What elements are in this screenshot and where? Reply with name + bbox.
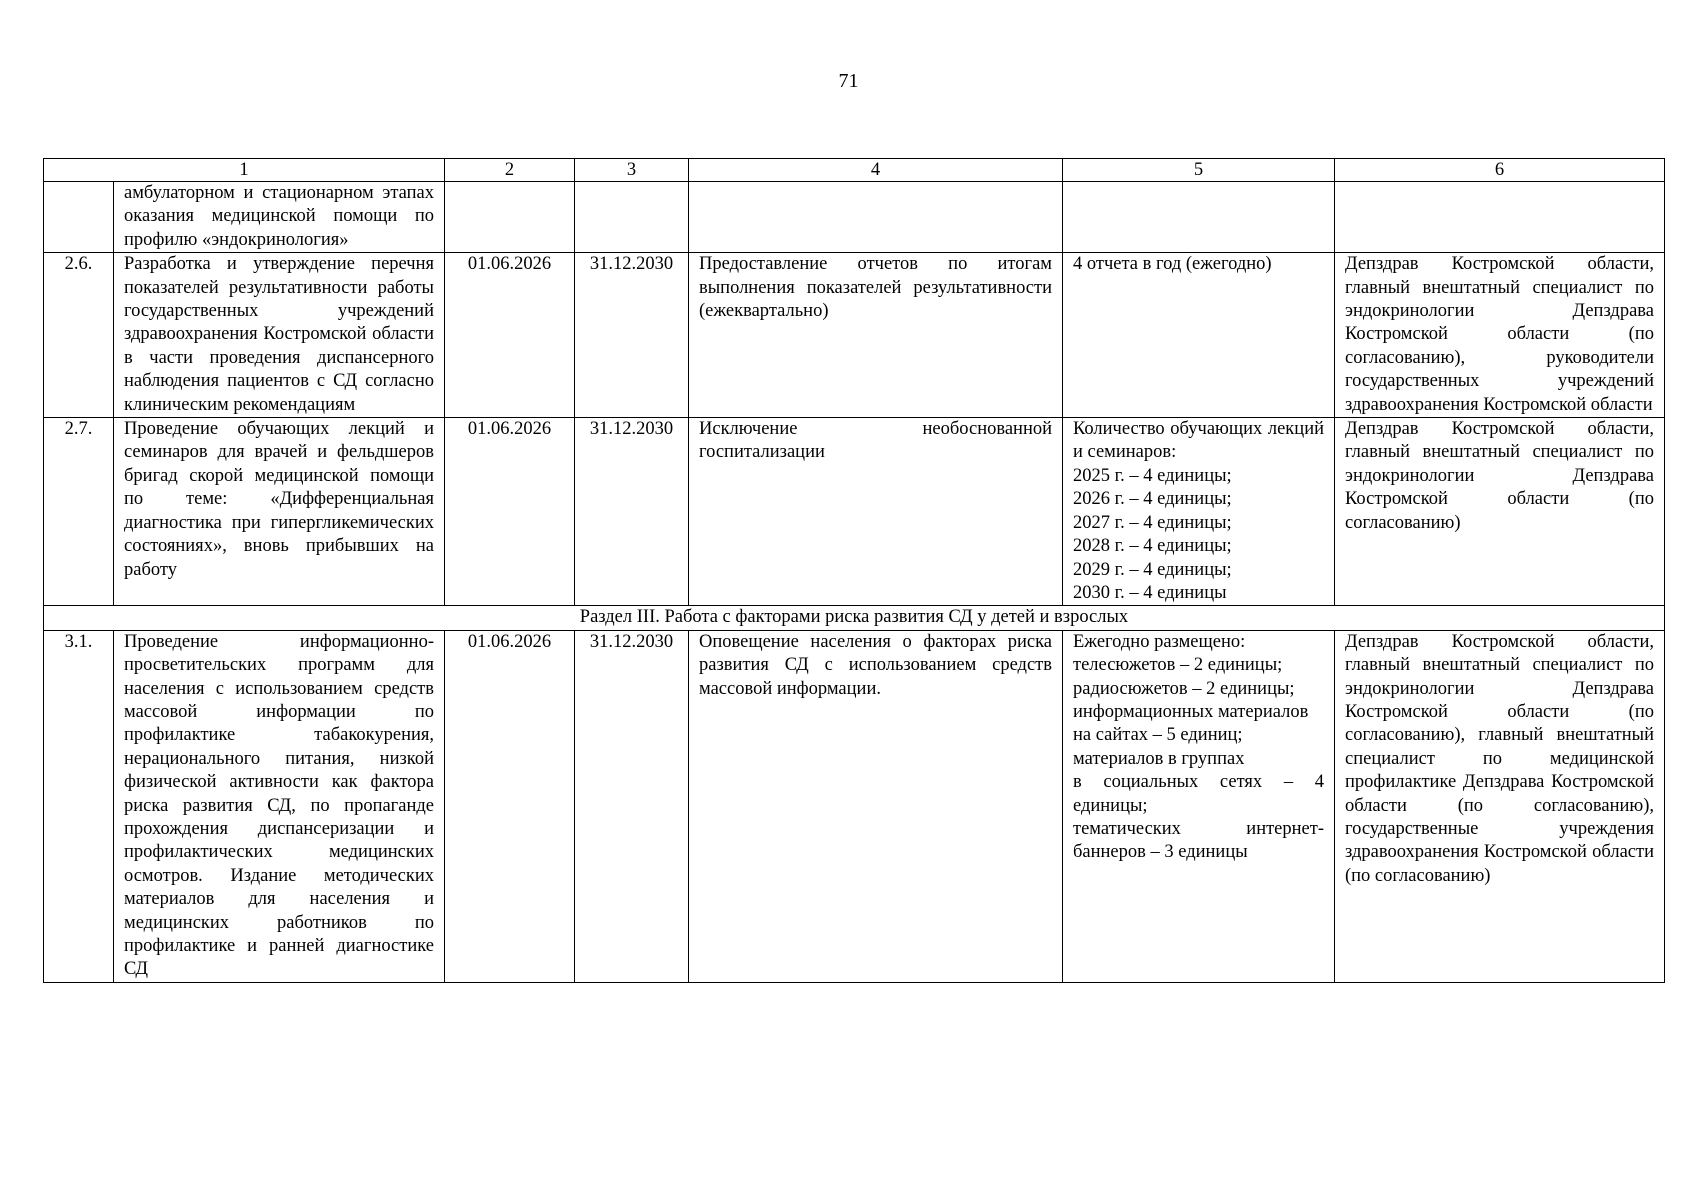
header-col-4: 4 [689,159,1063,182]
start-date [445,182,575,253]
indicator-line: 2026 г. – 4 единицы; [1073,489,1232,510]
section-header-row [44,606,1665,630]
item-number: 2.6. [44,253,114,418]
expected-result [689,182,1063,253]
indicator-line: 2030 г. – 4 единицы [1073,582,1227,603]
activity-name: Разработка и утверждение перечня показателей результативности работы государственных учреждений здравоохранения Костромской области в части проведения диспансерного наблюдения пациентов с СД согласно клиническим рекомендациям [114,253,445,418]
start-date: 01.06.2026 [445,418,575,606]
indicator [1063,182,1335,253]
header-col-2: 2 [445,159,575,182]
indicator-line: информационных материалов [1073,701,1309,722]
expected-result: Оповещение населения о факторах риска развития СД с использованием средств массовой информации. [689,630,1063,982]
expected-result: Исключение необоснованной госпитализации [689,418,1063,606]
header-col-6: 6 [1335,159,1665,182]
activity-name: амбулаторном и стационарном этапах оказания медицинской помощи по профилю «эндокринология» [114,182,445,253]
indicator-line: на сайтах – 5 единиц; [1073,725,1243,746]
indicator [1063,253,1335,418]
indicator [1063,418,1335,606]
indicator-line: Ежегодно размещено: [1073,631,1246,652]
indicator-line: тематических интернет-баннеров – 3 единицы [1073,818,1324,863]
page-number: 71 [838,70,859,92]
header-col-1: 1 [44,159,445,182]
end-date: 31.12.2030 [575,253,689,418]
table-row [44,182,1665,253]
item-number [44,182,114,253]
indicator-line: 2028 г. – 4 единицы; [1073,536,1232,557]
activity-name: Проведение информационно-просветительских программ для населения с использованием средств массовой информации по профилактике табакокурения, нерационального питания, низкой физической активности как фактора риска развития СД, по пропаганде прохождения диспансеризации и профилактических медицинских осмотров. Издание методических материалов для населения и медицинских работников по профилактике и ранней диагностике СД [114,630,445,982]
start-date: 01.06.2026 [445,253,575,418]
responsible: Депздрав Костромской области, главный внештатный специалист по эндокринологии Депздрава Костромской области (по согласованию) [1335,418,1665,606]
header-col-3: 3 [575,159,689,182]
header-col-5: 5 [1063,159,1335,182]
activity-name: Проведение обучающих лекций и семинаров для врачей и фельдшеров бригад скорой медицинской помощи по теме: «Дифференциальная диагностика при гипергликемических состояниях», вновь прибывших на работу [114,418,445,606]
table-row [44,630,1665,982]
start-date: 01.06.2026 [445,630,575,982]
activity-plan-table [43,158,1665,983]
indicator-line: в социальных сетях – 4 единицы; [1073,772,1324,816]
indicator-line: радиосюжетов – 2 единицы; [1073,678,1295,699]
indicator-line: материалов в группах [1073,748,1245,769]
indicator [1063,630,1335,982]
responsible [1335,182,1665,253]
end-date [575,182,689,253]
indicator-line: Количество обучающих лекций и семинаров: [1073,419,1324,463]
responsible: Депздрав Костромской области, главный внештатный специалист по эндокринологии Депздрава Костромской области (по согласованию), главный внештатный специалист по медицинской профилактике Депздрава Костромской области (по согласованию), государственные учреждения здравоохранения Костромской области (по согласованию) [1335,630,1665,982]
indicator-line: телесюжетов – 2 единицы; [1073,655,1283,676]
end-date: 31.12.2030 [575,630,689,982]
indicator-line: 2027 г. – 4 единицы; [1073,512,1232,533]
item-number: 3.1. [44,630,114,982]
expected-result: Предоставление отчетов по итогам выполнения показателей результативности (ежеквартально) [689,253,1063,418]
table-row [44,418,1665,606]
table-row [44,253,1665,418]
indicator-line: 4 отчета в год (ежегодно) [1073,254,1272,275]
section-title: Раздел III. Работа с факторами риска развития СД у детей и взрослых [44,606,1665,630]
column-number-header-row [44,159,1665,182]
responsible: Депздрав Костромской области, главный внештатный специалист по эндокринологии Депздрава Костромской области (по согласованию), руководители государственных учреждений здравоохранения Костромской области [1335,253,1665,418]
end-date: 31.12.2030 [575,418,689,606]
indicator-line: 2029 г. – 4 единицы; [1073,559,1232,580]
indicator-line: 2025 г. – 4 единицы; [1073,465,1232,486]
item-number: 2.7. [44,418,114,606]
